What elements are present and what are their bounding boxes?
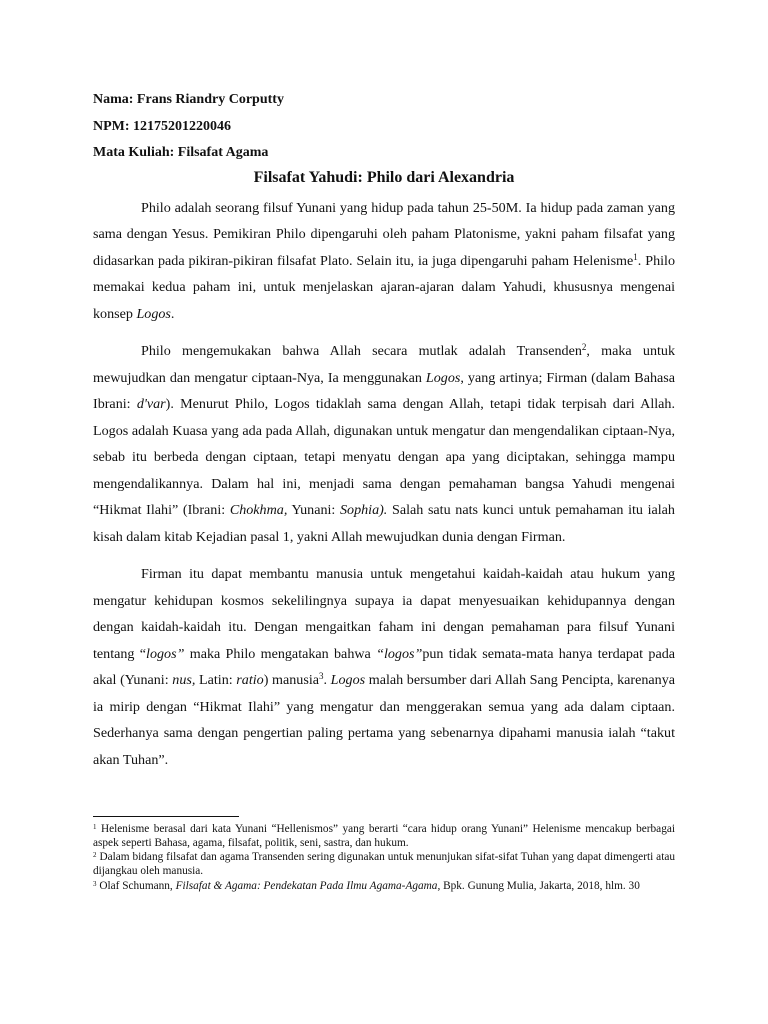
- term-dvar: d'var: [136, 396, 166, 412]
- footnote-ref-3[interactable]: 3: [319, 671, 324, 681]
- paragraph-3: [93, 561, 675, 773]
- paragraph-text: Yunani:: [287, 502, 340, 518]
- term-logos: Logos: [330, 672, 366, 688]
- paragraph-text: malah bersumber dari Allah Sang Pencipta, karenanya ia mirip dengan “Hikmat Ilahi” yang mengatur dan menggerakan semua yang ada dalam ciptaan. Sederhanya sama dengan pengertian paling pertama yang sebenarnya dipahami manusia ialah “takut akan Tuhan”.: [93, 672, 675, 768]
- footnote-ref-2[interactable]: 2: [581, 342, 587, 352]
- term-logos: Logos: [136, 305, 171, 322]
- footnote-text: Dalam bidang filsafat dan agama Transenden sering digunakan untuk menunjukan sifat-sifat Tuhan yang dapat dimengerti atau dijangkau oleh manusia.: [93, 851, 675, 878]
- term-logos: logos”: [146, 645, 185, 662]
- paragraph-text: , yang artinya; Firman (dalam Bahasa Ibrani:: [93, 369, 675, 412]
- term-ratio: ratio: [236, 672, 264, 688]
- footnote-number: 1: [93, 823, 97, 831]
- footnote-number: 3: [93, 879, 97, 888]
- paragraph-text: Philo mengemukakan bahwa Allah secara mutlak adalah Transenden: [141, 343, 582, 359]
- term-logos: Logos: [425, 369, 461, 386]
- paragraph-text: . Philo memakai kedua paham ini, untuk menjelaskan ajaran-ajaran dalam Yahudi, khususnya mengenai konsep: [93, 252, 675, 322]
- paragraph-text: maka Philo mengatakan bahwa: [184, 645, 377, 662]
- paragraph-text: Latin:: [195, 672, 237, 688]
- paragraph-text: .: [323, 672, 331, 688]
- footnote-text: Bpk. Gunung Mulia, Jakarta, 2018, hlm. 30: [440, 879, 640, 892]
- footnote-text: Olaf Schumann,: [96, 879, 176, 892]
- paragraph-text: , maka untuk mewujudkan dan mengatur ciptaan-Nya, Ia menggunakan: [93, 343, 675, 386]
- footnote-number: 2: [93, 851, 97, 860]
- paragraph-text: Philo adalah seorang filsuf Yunani yang hidup pada tahun 25-50M. Ia hidup pada zaman yang sama dengan Yesus. Pemikiran Philo dipengaruhi oleh paham Platonisme, yakni paham filsafat yang didasarkan pada pikiran-pikiran filsafat Plato. Selain itu, ia juga dipengaruhi paham Helenisme: [93, 199, 675, 269]
- paragraph-text: Salah satu nats kunci untuk pemahaman itu ialah kisah dalam kitab Kejadian pasal 1, yakni Allah mewujudkan dunia dengan Firman.: [93, 502, 675, 545]
- term-chokhma: Chokhma,: [229, 502, 288, 518]
- term-sophia: Sophia).: [339, 502, 388, 518]
- paragraph-text: pun tidak semata-mata hanya terdapat pada akal (Yunani:: [93, 645, 676, 688]
- term-logos: “logos”: [376, 645, 423, 662]
- footnote-ref-1[interactable]: 1: [633, 251, 638, 262]
- term-nus: nus,: [172, 672, 196, 688]
- student-npm: NPM: 12175201220046: [93, 118, 232, 134]
- footnote-1: [93, 823, 675, 850]
- footnote-2: [93, 851, 675, 878]
- footnote-3: [93, 880, 675, 894]
- student-name: Nama: Frans Riandry Corputty: [93, 92, 284, 107]
- footnote-separator: [93, 816, 239, 817]
- document-page: [93, 87, 675, 784]
- footnotes: [93, 816, 675, 895]
- book-title: Filsafat & Agama: Pendekatan Pada Ilmu Agama-Agama,: [175, 879, 441, 892]
- paragraph-1: [93, 195, 675, 328]
- paragraph-2: [93, 338, 675, 550]
- document-title: Filsafat Yahudi: Philo dari Alexandria: [253, 168, 515, 186]
- paragraph-text: ) manusia: [263, 672, 319, 688]
- paragraph-text: .: [170, 305, 175, 322]
- course-name: Mata Kuliah: Filsafat Agama: [93, 145, 269, 160]
- footnote-text: Helenisme berasal dari kata Yunani “Hellenismos” yang berarti “cara hidup orang Yunani” Helenisme mencakup berbagai aspek seperti Bahasa, agama, filsafat, politik, seni, sastra, dan hukum.: [93, 823, 675, 849]
- paragraph-text: ). Menurut Philo, Logos tidaklah sama dengan Allah, tetapi tidak terpisah dari Allah. Logos adalah Kuasa yang ada pada Allah, digunakan untuk mengatur dan mengendalikan ciptaan-Nya, sebab itu berbeda dengan ciptaan, tetapi menyatu dengan apa yang diciptakan, sehingga mampu mengendalikannya. Dalam hal ini, menjadi sama dengan pemahaman bangsa Yahudi mengenai “Hikmat Ilahi” (Ibrani:: [93, 396, 675, 518]
- paragraph-text: Firman itu dapat membantu manusia untuk mengetahui kaidah-kaidah atau hukum yang mengatur kehidupan kosmos sekelilingnya supaya ia dapat menyesuaikan kehidupannya dengan dengan kaidah-kaidah itu. Dengan mengaitkan faham ini dengan pemahaman para filsuf Yunani tentang “: [93, 566, 675, 662]
